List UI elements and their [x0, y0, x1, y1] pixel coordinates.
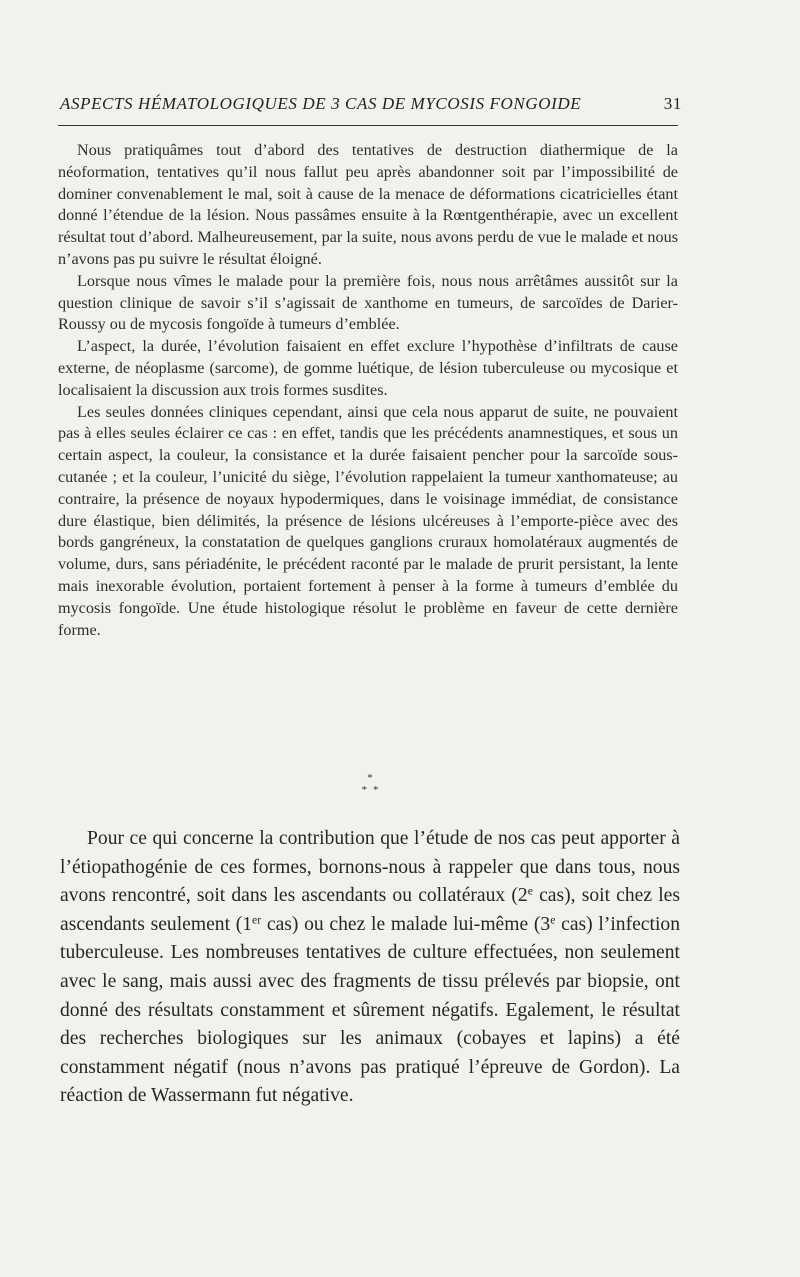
- text-run: cas) ou chez le malade lui-même (3: [261, 913, 551, 935]
- superscript: er: [252, 913, 262, 927]
- paragraph-diathermy: Nous pratiquâmes tout d’abord des tentatives de destruction diathermique de la néoformation, tentatives qu’il nous fallut peu après abandonner soit par l’impossibilité de dominer convenablement le mal, soit à cause de la menace de déformations cicatricielles étant donné l’étendue de la lésion. Nous passâmes ensuite à la Rœntgenthérapie, avec un excellent résultat tout d’abord. Malheureusement, par la suite, nous avons perdu de vue le malade et nous n’avons pas pu suivre le résultat éloigné.: [58, 141, 678, 268]
- text-run: Pour ce qui concerne la contribution que l’étude de nos cas peut apporter à l’étiopathogénie de ces formes, bornons-nous à rappeler que dans tous, nous avons rencontré, soit dans les ascendants ou collatéraux (2: [60, 828, 680, 907]
- text-run: cas), soit chez les ascendants seulement (1: [60, 885, 680, 935]
- text-run: cas) l’infection tuberculeuse. Les nombreuses tentatives de culture effectuées, non seulement avec le sang, mais aussi avec des fragments de tissu prélevés par biopsie, ont donné des résultats constamment et sûrement négatifs. Egalement, le résultat des recherches biologiques sur les animaux (cobayes et lapins) a été constamment négatif (nous n’avons pas pratiqué l’épreuve de Gordon). La réaction de Wassermann fut négative.: [60, 913, 680, 1107]
- section-asterism: [58, 773, 682, 797]
- superscript: e: [527, 884, 533, 898]
- body-text-large: [60, 825, 680, 1111]
- asterism-bottom: **: [361, 784, 385, 796]
- header-rule: [58, 125, 678, 126]
- running-head: [58, 94, 682, 118]
- paragraph-etiopathogeny: [60, 825, 680, 1111]
- running-title: ASPECTS HÉMATOLOGIQUES DE 3 CAS DE MYCOSIS FONGOIDE: [60, 94, 582, 113]
- page-number: 31: [663, 94, 682, 113]
- asterism-top: *: [367, 772, 373, 784]
- paragraph-clinical-question: Lorsque nous vîmes le malade pour la première fois, nous nous arrêtâmes aussitôt sur la question clinique de savoir s’il s’agissait de xanthome en tumeurs, de sarcoïdes de Darier-Roussy ou de mycosis fongoïde à tumeurs d’emblée.: [58, 271, 678, 334]
- superscript: e: [550, 913, 556, 927]
- paragraph-aspect: L’aspect, la durée, l’évolution faisaient en effet exclure l’hypothèse d’infiltrats de cause externe, de néoplasme (sarcome), de gomme luétique, de lésion tuberculeuse ou mycosique et localisaient la discussion aux trois formes susdites.: [58, 337, 678, 399]
- paragraph-clinical-data: Les seules données cliniques cependant, ainsi que cela nous apparut de suite, ne pouvaient pas à elles seules éclairer ce cas : en effet, tandis que les précédents anamnestiques, et sous un certain aspect, la couleur, la consistance et la durée faisaient pencher pour la sarcoïde sous-cutanée ; et la couleur, l’unicité du siège, l’évolution rappelaient la tumeur xanthomateuse; au contraire, la présence de noyaux hypodermiques, dans le voisinage immédiat, de consistance dure élastique, bien délimités, la présence de lésions ulcéreuses à l’emporte-pièce avec des bords gangréneux, la constatation de quelques ganglions cruraux homolatéraux augmentés de volume, durs, sans périadénite, le précédent raconté par le malade de prurit persistant, la lente mais inexorable évolution, portaient fortement à penser à la forme à tumeurs d’emblée du mycosis fongoïde. Une étude histologique résolut le problème en faveur de cette dernière forme.: [58, 402, 678, 639]
- body-text-small: [58, 140, 678, 641]
